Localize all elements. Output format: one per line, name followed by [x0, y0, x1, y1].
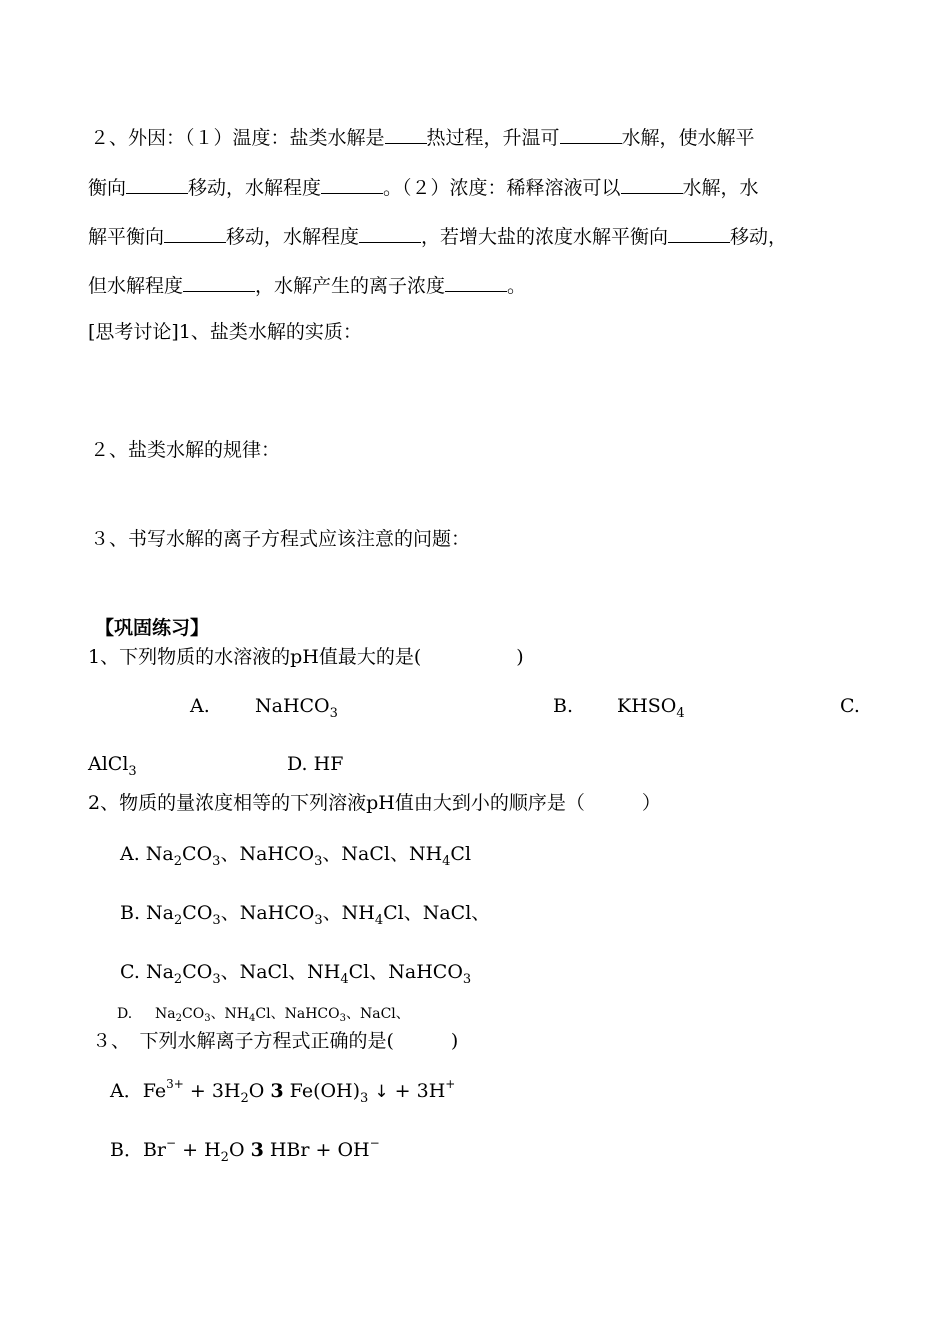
fill-blank	[126, 175, 188, 194]
fill-blank	[621, 175, 683, 194]
option-b	[120, 901, 490, 928]
option-d: D. HF	[287, 753, 344, 775]
subscript: 3	[329, 706, 338, 721]
text-segment: ，水解产生的离子浓度	[255, 275, 446, 297]
formula: Cl、NaHCO	[348, 961, 463, 983]
subscript: 2	[173, 972, 183, 987]
fill-blank	[321, 175, 383, 194]
text-segment: 1、下列物质的水溶液的	[88, 646, 291, 668]
option-label: A.	[190, 695, 210, 717]
text-segment: 热过程，升温可	[426, 127, 560, 149]
fill-blank	[668, 224, 730, 243]
option-c	[88, 752, 137, 779]
option-label: B.	[553, 695, 574, 717]
formula: 、NaHCO	[220, 843, 315, 865]
formula: A. Na	[120, 843, 174, 865]
formula: + 3H	[183, 1080, 241, 1102]
subscript: 2	[174, 913, 183, 928]
text-segment: pH	[290, 646, 319, 668]
subscript: 3	[462, 972, 472, 987]
text-line	[88, 175, 759, 200]
subscript: 3	[314, 913, 323, 928]
text-line	[90, 125, 755, 150]
subscript: 4	[374, 913, 384, 928]
formula: 、NH	[322, 902, 375, 924]
option-label: C.	[840, 695, 860, 717]
superscript: 3+	[166, 1077, 184, 1091]
formula: Cl	[450, 843, 472, 865]
text-segment: pH	[366, 792, 395, 814]
formula: Fe(OH)	[283, 1080, 361, 1102]
superscript: −	[166, 1136, 177, 1150]
formula: O	[248, 1080, 271, 1102]
superscript: +	[445, 1077, 456, 1091]
equilibrium-symbol: 3	[270, 1080, 284, 1102]
subscript: 4	[340, 972, 349, 987]
superscript: −	[369, 1136, 380, 1150]
text-segment: 2、物质的量浓度相等的下列溶液	[88, 792, 367, 814]
subscript: 2	[240, 1091, 249, 1106]
practice-heading: 【巩固练习】	[95, 617, 210, 639]
formula: NaHCO	[255, 695, 330, 717]
fill-blank	[445, 273, 507, 292]
formula: B．Br	[110, 1139, 167, 1161]
text-segment: 。（２）浓度：稀释溶液可以	[383, 177, 621, 199]
text-segment: 移动，水解程度	[188, 177, 322, 199]
subscript: 2	[175, 1013, 182, 1024]
formula: Cl、NaCl、	[383, 902, 491, 924]
fill-blank	[164, 224, 226, 243]
formula: CO	[181, 1006, 205, 1022]
text-segment: 移动，水解程度	[226, 226, 360, 248]
text-segment: 水解，使水解平	[621, 127, 755, 149]
formula: C. Na	[120, 961, 174, 983]
option-c	[120, 960, 471, 987]
formula: 、NaCl、NH	[322, 843, 443, 865]
fill-blank	[560, 125, 622, 144]
formula: Na	[155, 1006, 176, 1022]
option-label: D.	[117, 1006, 133, 1022]
fill-blank	[183, 273, 255, 292]
formula: A．Fe	[110, 1080, 167, 1102]
option-a-equation	[110, 1079, 455, 1106]
formula: CO	[182, 961, 213, 983]
fill-blank	[359, 224, 421, 243]
formula: CO	[182, 843, 213, 865]
formula: KHSO	[617, 695, 677, 717]
formula: B. Na	[120, 902, 174, 924]
formula: 、NaCl、NH	[220, 961, 341, 983]
formula: AlCl	[88, 753, 129, 775]
option-a	[255, 694, 338, 721]
formula: HBr + OH	[263, 1139, 370, 1161]
option-a	[120, 842, 471, 869]
text-segment: 水解，水	[682, 177, 759, 199]
option-b-equation	[110, 1138, 380, 1165]
formula: 、NaHCO	[220, 902, 315, 924]
subscript: 2	[173, 854, 183, 869]
text-segment: 移动，	[730, 226, 788, 248]
formula: CO	[182, 902, 213, 924]
text-segment: 解平衡向	[88, 226, 165, 248]
formula: Cl、NaHCO	[255, 1006, 340, 1022]
text-segment: ，若增大盐的浓度水解平衡向	[421, 226, 669, 248]
subscript: 3	[339, 1013, 346, 1024]
text-segment: 值由大到小的顺序是（ ）	[394, 792, 661, 814]
text-line	[88, 224, 787, 249]
formula: + 3H	[388, 1080, 446, 1102]
discussion-question-3: ３、书写水解的离子方程式应该注意的问题：	[90, 528, 471, 550]
subscript: 4	[442, 854, 451, 869]
formula: 、NaCl、	[345, 1006, 410, 1022]
subscript: 2	[220, 1150, 229, 1165]
formula: + H	[176, 1139, 221, 1161]
subscript: 3	[204, 1013, 211, 1024]
subscript: 3	[212, 913, 221, 928]
discussion-question-2: ２、盐类水解的规律：	[90, 439, 281, 461]
text-segment: 值最大的是( )	[318, 646, 524, 668]
option-b	[617, 694, 685, 721]
question-2-stem	[88, 791, 661, 815]
subscript: 3	[212, 972, 221, 987]
option-d	[155, 1002, 410, 1028]
formula: 、NH	[210, 1006, 250, 1022]
subscript: 4	[676, 706, 685, 721]
fill-blank	[385, 125, 427, 144]
formula: O	[228, 1139, 251, 1161]
precipitate-arrow-icon: ↓	[374, 1082, 389, 1102]
subscript: 3	[212, 854, 221, 869]
subscript: 3	[314, 854, 323, 869]
equilibrium-symbol: 3	[250, 1139, 264, 1161]
question-3-stem: ３、 下列水解离子方程式正确的是( )	[92, 1030, 459, 1052]
subscript: 4	[249, 1013, 256, 1024]
subscript: 3	[128, 764, 137, 779]
text-segment: 。	[507, 275, 527, 297]
text-segment: 但水解程度	[88, 275, 184, 297]
discussion-question-1: [思考讨论]1、盐类水解的实质：	[88, 321, 362, 343]
question-1-stem	[88, 645, 524, 669]
subscript: 3	[360, 1091, 369, 1106]
text-segment: 衡向	[88, 177, 127, 199]
text-segment: ２、外因：（１）温度：盐类水解是	[90, 127, 385, 149]
text-line	[88, 273, 526, 298]
